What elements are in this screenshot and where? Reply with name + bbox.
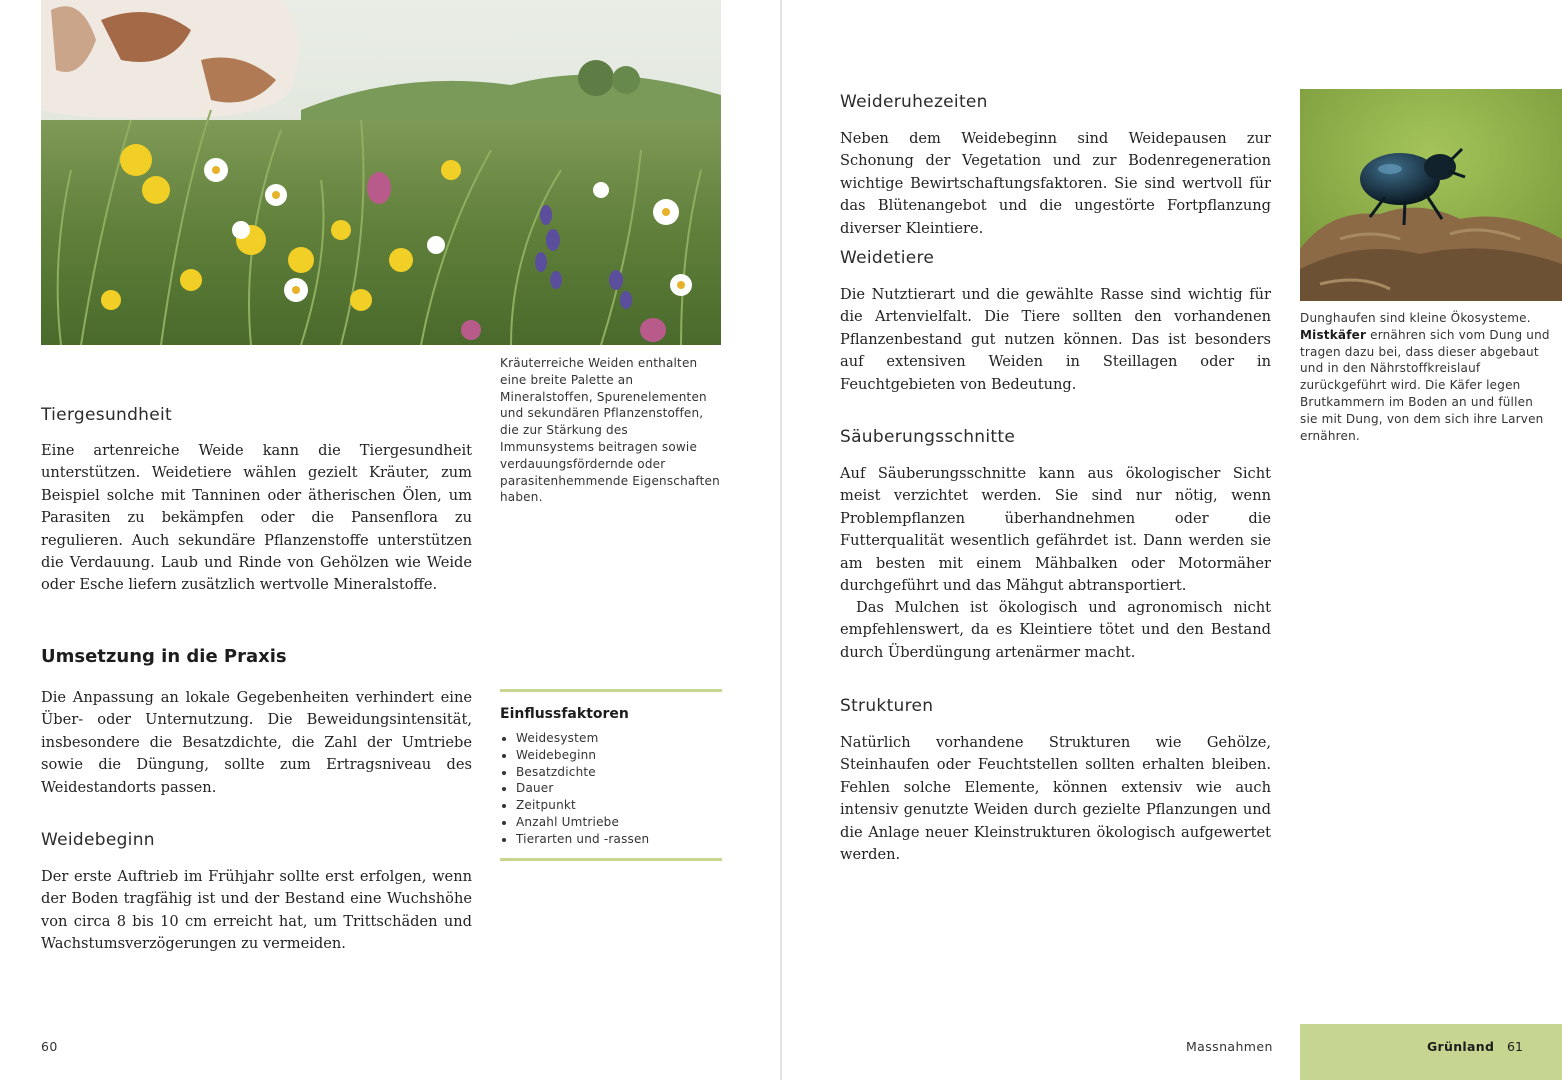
page-number-right: 61 <box>1507 1039 1523 1054</box>
einflussfaktoren-box <box>500 689 722 861</box>
text-praxis: Die Anpassung an lokale Gegebenheiten verhindert eine Über- oder Unternutzung. Die Beweidungsintensität, insbesondere die Besatzdichte, die Zahl der Umtriebe sowie die Düngung, sollte zum Ertragsniveau des Weidestandorts passen. <box>41 689 472 796</box>
heading-weidebeginn: Weidebeginn <box>41 830 155 850</box>
text-weideruhezeiten: Neben dem Weidebeginn sind Weidepausen zur Schonung der Vegetation und zur Bodenregeneration wichtige Bewirtschaftungsfaktoren. Sie sind wertvoll für das Blütenangebot und die ungestörte Fortpflanzung diverser Kleintiere. <box>840 130 1271 237</box>
footer-chapter: Grünland <box>1427 1039 1495 1054</box>
list-item: • Zeitpunkt <box>516 797 722 814</box>
list-item: • Weidebeginn <box>516 747 722 764</box>
text-strukturen: Natürlich vorhandene Strukturen wie Gehölze, Steinhaufen oder Feuchtstellen sollten erhalten bleiben. Fehlen solche Elemente, können extensiv wie auch intensiv genutzte Weiden durch gezielte Pflanzungen und die Anlage neuer Kleinstrukturen ökologisch aufgewertet werden. <box>840 734 1271 864</box>
beetle-caption <box>1300 310 1550 444</box>
meadow-photo <box>41 0 721 345</box>
list-item: • Anzahl Umtriebe <box>516 814 722 831</box>
einflussfaktoren-title: Einflussfaktoren <box>500 706 629 722</box>
einflussfaktoren-list <box>500 730 722 848</box>
left-page <box>0 0 780 1080</box>
text-saeuberungsschnitte: Auf Säuberungsschnitte kann aus ökologischer Sicht meist verzichtet werden. Sie sind nur nötig, wenn Problempflanzen überhandnehmen oder die Futterqualität wesentlich gefährdet ist. Dann werden sie am besten mit einem Mähbalken oder Motormäher durchgeführt und das Mähgut abtransportiert. <box>840 465 1271 595</box>
list-item: • Besatzdichte <box>516 764 722 781</box>
heading-weidetiere: Weidetiere <box>840 248 935 268</box>
heading-saeuberungsschnitte: Säuberungsschnitte <box>840 427 1016 447</box>
heading-weideruhezeiten: Weideruhezeiten <box>840 92 988 112</box>
list-item: • Dauer <box>516 780 722 797</box>
footer-section: Massnahmen <box>1186 1039 1273 1054</box>
page-number-left: 60 <box>41 1039 58 1054</box>
heading-tiergesundheit: Tiergesundheit <box>41 405 173 425</box>
footer-chapter-band <box>1300 1024 1562 1080</box>
text-weidetiere: Die Nutztierart und die gewählte Rasse sind wichtig für die Artenvielfalt. Die Tiere sollten den vorhandenen Pflanzenbestand gut nutzen können. Das ist besonders auf extensiven Weiden in Steillagen oder in Feuchtgebieten von Bedeutung. <box>840 286 1271 393</box>
beetle-caption-lead: Dunghaufen sind kleine Ökosysteme. <box>1300 311 1531 325</box>
list-item: • Tierarten und -rassen <box>516 831 722 848</box>
heading-umsetzung-praxis: Umsetzung in die Praxis <box>41 646 287 667</box>
beetle-caption-rest: ernähren sich vom Dung und tragen dazu bei, dass dieser abgebaut und in den Nährstoffkreislauf zurückgeführt wird. Die Käfer legen Brutkammern im Boden an und füllen sie mit Dung, von dem sich ihre Larven ernähren. <box>1300 327 1550 443</box>
text-weidebeginn: Der erste Auftrieb im Frühjahr sollte erst erfolgen, wenn der Boden tragfähig ist und der Bestand eine Wuchshöhe von circa 8 bis 10 cm erreicht hat, um Trittschäden und Wachstumsverzögerungen zu vermeiden. <box>41 868 472 953</box>
meadow-caption: Kräuterreiche Weiden enthalten eine breite Palette an Mineralstoffen, Spurenelementen und sekundären Pflanzenstoffen, die zur Stärkung des Immunsystems beitragen sowie verdauungsfördernde oder parasitenhemmende Eigenschaften haben. <box>500 356 720 505</box>
list-item: • Weidesystem <box>516 730 722 747</box>
right-page <box>782 0 1562 1080</box>
heading-strukturen: Strukturen <box>840 696 934 716</box>
text-mulchen: Das Mulchen ist ökologisch und agronomisch nicht empfehlenswert, da es Kleintiere tötet und den Bestand durch Überdüngung artenärmer macht. <box>840 599 1271 661</box>
beetle-caption-bold: Mistkäfer <box>1300 327 1367 342</box>
beetle-photo <box>1300 89 1562 301</box>
text-tiergesundheit: Eine artenreiche Weide kann die Tiergesundheit unterstützen. Weidetiere wählen gezielt Kräuter, zum Beispiel solche mit Tanninen oder ätherischen Ölen, um Parasiten zu bekämpfen oder die Pansenflora zu regulieren. Auch sekundäre Pflanzenstoffe unterstützen die Verdauung. Laub und Rinde von Gehölzen wie Weide oder Esche liefern zusätzlich wertvolle Mineralstoffe. <box>41 442 472 594</box>
